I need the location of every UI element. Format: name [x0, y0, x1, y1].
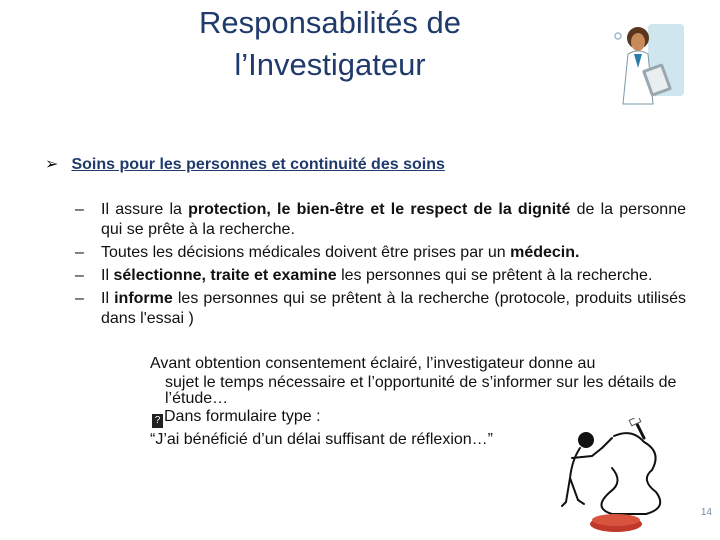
- item-text: Il: [101, 267, 114, 284]
- note-line-4: “J’ai bénéficié d’un délai suffisant de réflexion…”: [150, 431, 494, 448]
- item-bold-text: protection, le bien-être et le respect de la dignité: [188, 201, 571, 218]
- arrow-bullet-icon: ➢: [45, 156, 59, 173]
- title-line-1: Responsabilités de: [199, 5, 461, 40]
- item-text: les personnes qui se prêtent à la recherche (protocole, produits utilisés dans l'essai ): [101, 290, 686, 327]
- item-bold-text: médecin.: [510, 244, 580, 261]
- item-text: les personnes qui se prêtent à la recherche.: [336, 267, 653, 284]
- dash-bullet: –: [75, 201, 84, 218]
- dash-bullet: –: [75, 267, 84, 284]
- section-heading-text: Soins pour les personnes et continuité des soins: [71, 156, 445, 173]
- list-item: [75, 266, 686, 286]
- list-item: [75, 243, 686, 263]
- title-line-2: l’Investigateur: [234, 47, 426, 82]
- responsibility-list: [75, 200, 686, 332]
- item-bold-text: informe: [114, 290, 173, 307]
- list-item: [75, 200, 686, 240]
- item-bold-text: sélectionne, traite et examine: [113, 267, 337, 284]
- item-text: de la personne qui se prête à la recherche.: [101, 201, 686, 238]
- doctor-clipart-icon: [598, 14, 690, 106]
- item-text: Il assure la: [101, 201, 189, 218]
- note-line-1: Avant obtention consentement éclairé, l’investigateur donne au: [150, 355, 596, 372]
- item-text: Toutes les décisions médicales doivent être prises par un: [101, 244, 511, 261]
- slide-title: [150, 2, 510, 86]
- item-text: Il: [101, 290, 115, 307]
- dash-bullet: –: [75, 290, 84, 307]
- note-line-2: sujet le temps nécessaire et l’opportunité de s’informer sur les détails de l’étude…: [165, 374, 677, 407]
- note-line-3-text: Dans formulaire type :: [164, 408, 321, 425]
- page-number: 14: [700, 507, 712, 518]
- dash-bullet: –: [75, 244, 84, 261]
- list-item: [75, 289, 686, 329]
- missing-glyph-icon: ?: [152, 414, 163, 428]
- person-pouring-figure-icon: [552, 418, 694, 536]
- section-heading: [45, 154, 685, 176]
